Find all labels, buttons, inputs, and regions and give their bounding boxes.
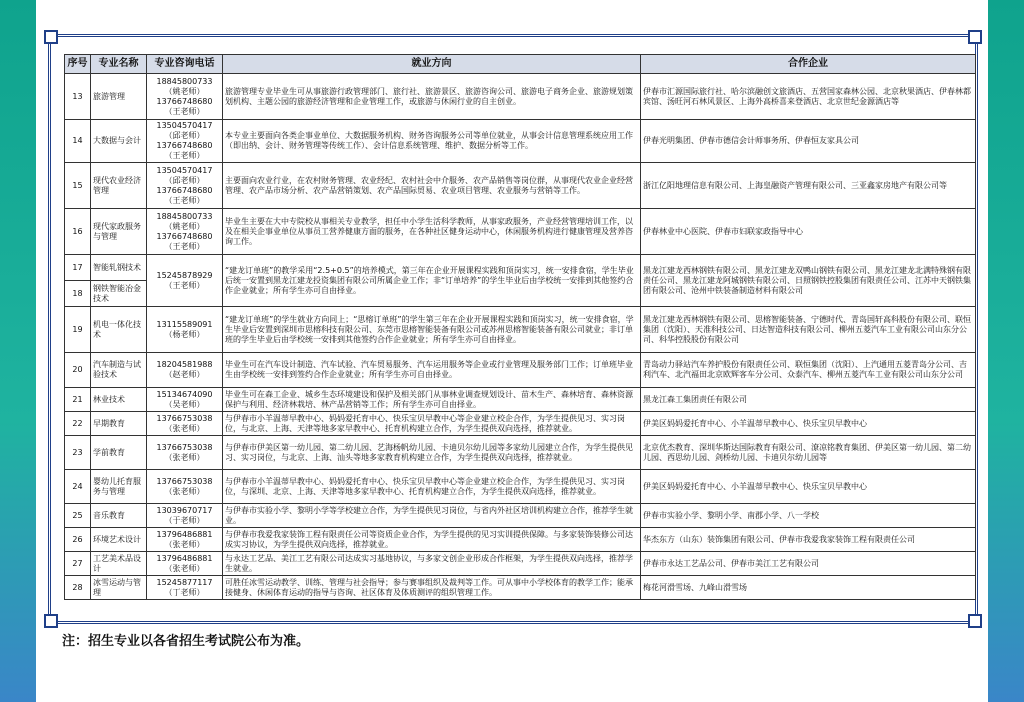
header-major: 专业名称 [91, 55, 147, 74]
major-name: 钢铁智能冶金技术 [91, 281, 147, 307]
table-row [65, 528, 976, 552]
table-body [65, 74, 976, 600]
employment-direction: 与伊春市伊美区第一幼儿园、第二幼儿园、艺海杨帆幼儿园、卡迪贝尔幼儿园等多家幼儿园建立合作，为学生提供见习、实习岗位，与北京、上海、汕头等地多家教育机构建立合作，为学生提供双向选择，推荐就业。 [223, 436, 641, 470]
employment-direction: “建龙订单班”的教学采用“2.5+0.5”的培养模式，第三年在企业开展课程实践和顶岗实习，统一安排食宿，学生毕业后统一安置到黑龙江建龙投资集团有限公司所属企业工作；非“订单培养”的学生毕业后由学校统一安排到其他签约合作企业就业；所有学生亦可自由择业。 [223, 255, 641, 307]
major-name: 智能轧钢技术 [91, 255, 147, 281]
header-employment: 就业方向 [223, 55, 641, 74]
major-name: 现代家政服务与管理 [91, 209, 147, 255]
left-decorative-band [0, 0, 36, 702]
consult-phone: 13766753038 （张老师） [147, 470, 223, 504]
partner-companies: 伊美区妈妈爱托育中心、小羊温蒂早教中心、快乐宝贝早教中心 [641, 470, 976, 504]
major-name: 音乐教育 [91, 504, 147, 528]
table-header-row [65, 55, 976, 74]
program-table-container [64, 54, 975, 614]
consult-phone: 13766753038 （张老师） [147, 436, 223, 470]
partner-companies: 青岛动力驿站汽车养护股份有限责任公司、联恒集团（沈阳）、上汽通用五菱青岛分公司、吉利汽车、北汽福田北京欧辉客车分公司、众泰汽车、柳州五菱汽车工业有限公司山东分公司 [641, 353, 976, 388]
employment-direction: 毕业生可在汽车设计制造、汽车试验、汽车贸易服务、汽车运用服务等企业或行业管理及服务部门工作；订单班毕业生由学校统一安排到签约合作企业就业；所有学生亦可自由择业。 [223, 353, 641, 388]
frame-corner [968, 30, 982, 44]
major-name: 婴幼儿托育服务与管理 [91, 470, 147, 504]
program-table [64, 54, 976, 600]
employment-direction: 毕业生可在森工企业、城乡生态环境建设和保护及相关部门从事林业调查规划设计、苗木生产、森林培育、森林资源保护与利用、经济林栽培、林产品营销等工作；所有学生亦可自由择业。 [223, 388, 641, 412]
header-no: 序号 [65, 55, 91, 74]
footnote: 注：招生专业以各省招生考试院公布为准。 [62, 634, 310, 649]
consult-phone: 18204581988 （赵老师） [147, 353, 223, 388]
consult-phone: 13504570417 （邱老师） 13766748680 （王老师） [147, 120, 223, 163]
row-number: 28 [65, 576, 91, 600]
consult-phone: 13504570417 （邱老师） 13766748680 （王老师） [147, 163, 223, 209]
table-row [65, 436, 976, 470]
frame-corner [44, 614, 58, 628]
row-number: 20 [65, 353, 91, 388]
frame-corner [44, 30, 58, 44]
major-name: 早期教育 [91, 412, 147, 436]
table-row [65, 163, 976, 209]
employment-direction: 旅游管理专业毕业生可从事旅游行政管理部门、旅行社、旅游景区、旅游咨询公司、旅游电子商务企业、旅游规划策划机构、主题公园的旅游经济管理和企业管理工作，或旅游与休闲行业的自主创业。 [223, 74, 641, 120]
major-name: 机电一体化技术 [91, 307, 147, 353]
header-partners: 合作企业 [641, 55, 976, 74]
right-decorative-band [988, 0, 1024, 702]
employment-direction: “建龙订单班”的学生就业方向同上；“思榕订单班”的学生第三年在企业开展课程实践和顶岗实习，统一安排食宿，学生毕业后安置到深圳市思榕科技有限公司、东莞市思榕智能装备有限公司或苏州思榕智能装备有限公司就业；非订单班的学生毕业后由学校统一安排到其他签约合作企业就业；所有学生亦可自由择业。 [223, 307, 641, 353]
partner-companies: 伊美区妈妈爱托育中心、小羊温蒂早教中心、快乐宝贝早教中心 [641, 412, 976, 436]
employment-direction: 与伊春市小羊温蒂早教中心、妈妈爱托育中心、快乐宝贝早教中心等企业建立校企合作，为学生提供见习、实习岗位，与北京、上海、天津等地多家早教中心、托育机构建立合作，为学生提供双向选择，推荐就业。 [223, 412, 641, 436]
employment-direction: 与永达工艺品、美江工艺有限公司达成实习基地协议，与多家文创企业形成合作框架，为学生提供双向选择，推荐学生就业。 [223, 552, 641, 576]
header-phone: 专业咨询电话 [147, 55, 223, 74]
table-row [65, 504, 976, 528]
major-name: 冰雪运动与管理 [91, 576, 147, 600]
partner-companies: 黑龙江森工集团责任有限公司 [641, 388, 976, 412]
partner-companies: 伊春林业中心医院、伊春市妇联家政指导中心 [641, 209, 976, 255]
major-name: 林业技术 [91, 388, 147, 412]
partner-companies: 梅花河滑雪场、九峰山滑雪场 [641, 576, 976, 600]
row-number: 19 [65, 307, 91, 353]
partner-companies: 黑龙江建龙西林钢铁有限公司、黑龙江建龙双鸭山钢铁有限公司、黑龙江建龙北满特殊钢有限责任公司、黑龙江建龙阿城钢铁有限公司、日照钢铁控股集团有限责任公司、江苏中天钢铁集团有限公司、沧州中铁装备制造材料有限公司 [641, 255, 976, 307]
major-name: 环境艺术设计 [91, 528, 147, 552]
table-row [65, 209, 976, 255]
frame-corner [968, 614, 982, 628]
consult-phone: 13766753038 （张老师） [147, 412, 223, 436]
major-name: 现代农业经济管理 [91, 163, 147, 209]
row-number: 14 [65, 120, 91, 163]
row-number: 23 [65, 436, 91, 470]
row-number: 18 [65, 281, 91, 307]
partner-companies: 伊春市汇源国际旅行社、哈尔滨融创文旅酒店、五营国家森林公园、北京秋果酒店、伊春林都宾馆、汤旺河石林风景区、上海外高桥喜来登酒店、北京世纪金源酒店等 [641, 74, 976, 120]
table-row [65, 353, 976, 388]
row-number: 27 [65, 552, 91, 576]
employment-direction: 与伊春市我爱我家装饰工程有限责任公司等资质企业合作，为学生提供的见习实训提供保障。与多家装饰装修公司达成实习协议，为学生提供双向选择，推荐就业。 [223, 528, 641, 552]
consult-phone: 13796486881 （张老师） [147, 528, 223, 552]
employment-direction: 本专业主要面向各类企事业单位、大数据服务机构、财务咨询服务公司等单位就业，从事会计信息管理系统应用工作（即出纳、会计、财务管理等传统工作）、会计信息系统管理、维护、数据分析等工作。 [223, 120, 641, 163]
major-name: 学前教育 [91, 436, 147, 470]
table-row [65, 307, 976, 353]
major-name: 旅游管理 [91, 74, 147, 120]
major-name: 大数据与会计 [91, 120, 147, 163]
consult-phone: 18845800733 （姚老师） 13766748680 （王老师） [147, 209, 223, 255]
table-row [65, 470, 976, 504]
row-number: 15 [65, 163, 91, 209]
partner-companies: 华杰东方（山东）装饰集团有限公司、伊春市我爱我家装饰工程有限责任公司 [641, 528, 976, 552]
consult-phone: 15134674090 （吴老师） [147, 388, 223, 412]
partner-companies: 伊春市永达工艺品公司、伊春市美江工艺有限公司 [641, 552, 976, 576]
employment-direction: 主要面向农业行业，在农村财务管理、农业经纪、农村社会中介服务、农产品销售等岗位群，从事现代农业企业经营管理、农产品市场分析、农产品营销策划、农产品国际贸易、农业项目管理、农业服务与营销等工作。 [223, 163, 641, 209]
partner-companies: 北京优杰教育、深圳华斯达国际教育有限公司、潦凉铭教育集团、伊美区第一幼儿园、第二幼儿园、西思幼儿园、剑桥幼儿园、卡迪贝尔幼儿园等 [641, 436, 976, 470]
partner-companies: 伊春光明集团、伊春市德信会计师事务所、伊春恒友家具公司 [641, 120, 976, 163]
row-number: 22 [65, 412, 91, 436]
table-row [65, 120, 976, 163]
employment-direction: 与伊春市实验小学、黎明小学等学校建立合作，为学生提供见习岗位，与省内外社区培训机构建立合作，推荐学生就业。 [223, 504, 641, 528]
table-row [65, 74, 976, 120]
row-number: 13 [65, 74, 91, 120]
row-number: 16 [65, 209, 91, 255]
consult-phone: 15245877117 （丁老师） [147, 576, 223, 600]
consult-phone: 18845800733 （姚老师） 13766748680 （王老师） [147, 74, 223, 120]
table-row [65, 412, 976, 436]
employment-direction: 毕业生主要在大中专院校从事相关专业教学，担任中小学生活科学教师，从事家政服务，产业经营管理培训工作，以及在相关企事业单位从事员工营养健康方面的服务，在各种社区健身运动中心，休闲服务机构进行健康管理及营养咨询工作。 [223, 209, 641, 255]
row-number: 21 [65, 388, 91, 412]
table-row [65, 388, 976, 412]
partner-companies: 伊春市实验小学、黎明小学、南郡小学、八一学校 [641, 504, 976, 528]
row-number: 24 [65, 470, 91, 504]
partner-companies: 浙江亿阳地理信息有限公司、上海皇融资产管理有限公司、三亚鑫家房地产有限公司等 [641, 163, 976, 209]
table-row [65, 552, 976, 576]
employment-direction: 可胜任冰雪运动教学、训练、管理与社会指导；参与赛事组织及裁判等工作。可从事中小学校体育的教学工作；能承接健身、休闲体育运动的指导与咨询、社区体育及体质测评的组织管理工作。 [223, 576, 641, 600]
consult-phone: 13796486881 （张老师） [147, 552, 223, 576]
consult-phone: 13115589091 （杨老师） [147, 307, 223, 353]
row-number: 26 [65, 528, 91, 552]
table-row [65, 255, 976, 281]
consult-phone: 15245878929 （王老师） [147, 255, 223, 307]
major-name: 工艺美术品设计 [91, 552, 147, 576]
consult-phone: 13039670717 （于老师） [147, 504, 223, 528]
table-row [65, 576, 976, 600]
row-number: 25 [65, 504, 91, 528]
major-name: 汽车制造与试验技术 [91, 353, 147, 388]
partner-companies: 黑龙江建龙西林钢铁有限公司、思榕智能装备、宁德时代、青岛国轩高科股份有限公司、联恒集团（沈阳）、天准科技公司、日达智造科技有限公司、柳州五菱汽车工业有限公司山东分公司、科华控股股份有限公司 [641, 307, 976, 353]
employment-direction: 与伊春市小羊温蒂早教中心、妈妈爱托育中心、快乐宝贝早教中心等企业建立校企合作，为学生提供见习、实习岗位，与深圳、北京、上海、天津等地多家早教中心、托育机构建立合作，为学生提供双向选择，推荐就业。 [223, 470, 641, 504]
row-number: 17 [65, 255, 91, 281]
